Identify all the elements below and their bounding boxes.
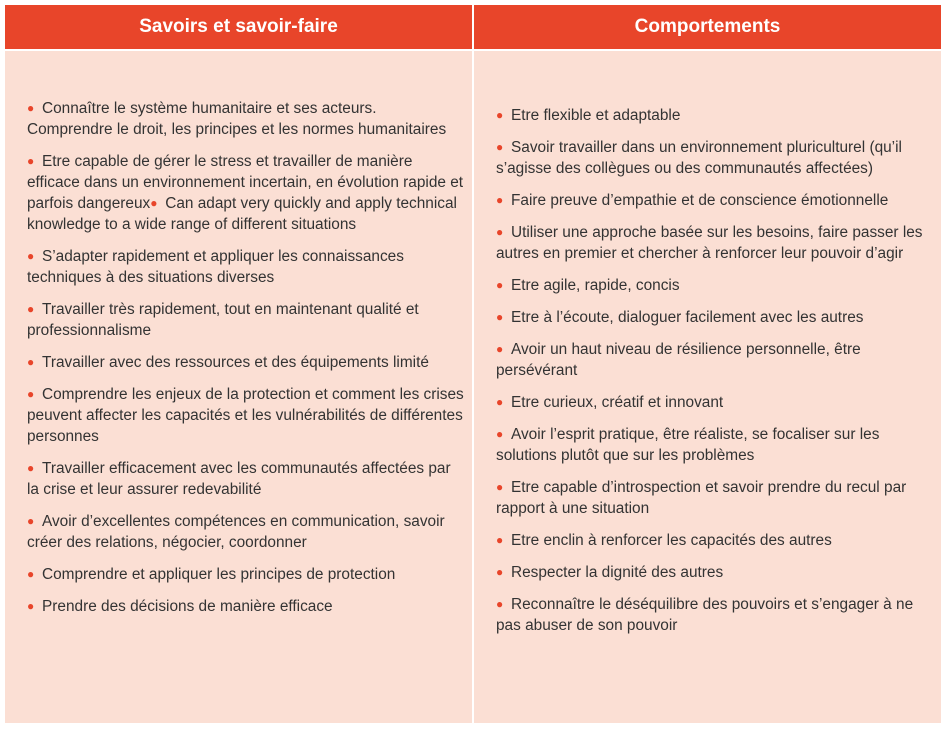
bullet-icon: ● [496,193,504,207]
list-item-text: Travailler efficacement avec les communautés affectées par la crise et leur assurer redevabilité [27,460,451,498]
list-item [496,392,937,413]
competencies-table [5,5,942,723]
behaviours-column [474,5,941,723]
list-item-text: Savoir travailler dans un environnement pluriculturel (qu’il s’agisse des collègues ou des communautés affectées) [496,139,902,177]
knowledge-column-header: Savoirs et savoir-faire [5,5,472,49]
list-item [27,511,466,553]
bullet-icon: ● [27,599,35,613]
list-item-text: Utiliser une approche basée sur les besoins, faire passer les autres en premier et chercher à renforcer leur pouvoir d’agir [496,224,923,262]
bullet-icon: ● [27,101,35,115]
list-item [496,562,937,583]
list-item [496,137,937,179]
list-item [496,530,937,551]
bullet-icon: ● [496,395,504,409]
bullet-icon: ● [496,597,504,611]
list-item-text: Prendre des décisions de manière efficace [42,598,333,615]
bullet-icon: ● [496,342,504,356]
knowledge-list [27,98,466,617]
list-item [27,564,466,585]
bullet-icon: ● [27,567,35,581]
bullet-icon: ● [496,533,504,547]
list-item [27,246,466,288]
list-item-text: Travailler très rapidement, tout en maintenant qualité et professionnalisme [27,301,419,339]
list-item-text: Travailler avec des ressources et des équipements limité [42,354,429,371]
list-item [27,596,466,617]
bullet-icon: ● [150,196,158,210]
knowledge-column-body [5,51,472,723]
knowledge-column [5,5,472,723]
list-item-text: Reconnaître le déséquilibre des pouvoirs et s’engager à ne pas abuser de son pouvoir [496,596,914,634]
list-item [496,307,937,328]
list-item [496,190,937,211]
list-item-text: Avoir un haut niveau de résilience personnelle, être persévérant [496,341,861,379]
list-item-text: S’adapter rapidement et appliquer les connaissances techniques à des situations diverses [27,248,404,286]
bullet-icon: ● [27,302,35,316]
list-item-text: Faire preuve d’empathie et de conscience émotionnelle [511,192,889,209]
list-item-text: Etre agile, rapide, concis [511,277,680,294]
list-item-text: Etre enclin à renforcer les capacités des autres [511,532,832,549]
behaviours-column-body [474,51,941,723]
bullet-icon: ● [496,140,504,154]
bullet-icon: ● [496,278,504,292]
list-item [27,384,466,447]
list-item [27,299,466,341]
behaviours-list [496,105,937,636]
list-item-text: Etre à l’écoute, dialoguer facilement avec les autres [511,309,864,326]
list-item-text: Avoir l’esprit pratique, être réaliste, se focaliser sur les solutions plutôt que sur les problèmes [496,426,880,464]
list-item-text: Comprendre les enjeux de la protection et comment les crises peuvent affecter les capacités et les vulnérabilités de différentes personnes [27,386,464,445]
bullet-icon: ● [27,249,35,263]
list-item-text: Avoir d’excellentes compétences en communication, savoir créer des relations, négocier, coordonner [27,513,445,551]
list-item-text: Etre flexible et adaptable [511,107,681,124]
list-item [496,477,937,519]
bullet-icon: ● [27,355,35,369]
list-item [27,98,466,140]
list-item [496,594,937,636]
list-item [27,458,466,500]
list-item [27,151,466,235]
bullet-icon: ● [496,225,504,239]
list-item-text: Connaître le système humanitaire et ses acteurs. Comprendre le droit, les principes et les normes humanitaires [27,100,447,138]
bullet-icon: ● [496,565,504,579]
bullet-icon: ● [27,387,35,401]
list-item-text: Comprendre et appliquer les principes de protection [42,566,396,583]
bullet-icon: ● [496,108,504,122]
list-item-text: Etre capable d’introspection et savoir prendre du recul par rapport à une situation [496,479,907,517]
list-item [27,352,466,373]
bullet-icon: ● [496,480,504,494]
list-item [496,339,937,381]
list-item-text: Etre capable de gérer le stress et travailler de manière efficace dans un environnement incertain, en évolution rapide et parfois dangereux [27,153,464,212]
list-item [496,275,937,296]
list-item [496,424,937,466]
list-item-inline-extra: Can adapt very quickly and apply technical knowledge to a wide range of different situations [27,195,457,233]
list-item-text: Respecter la dignité des autres [511,564,724,581]
list-item [496,105,937,126]
bullet-icon: ● [27,461,35,475]
behaviours-column-header: Comportements [474,5,941,49]
bullet-icon: ● [27,154,35,168]
bullet-icon: ● [27,514,35,528]
list-item-text: Etre curieux, créatif et innovant [511,394,724,411]
bullet-icon: ● [496,427,504,441]
bullet-icon: ● [496,310,504,324]
list-item [496,222,937,264]
